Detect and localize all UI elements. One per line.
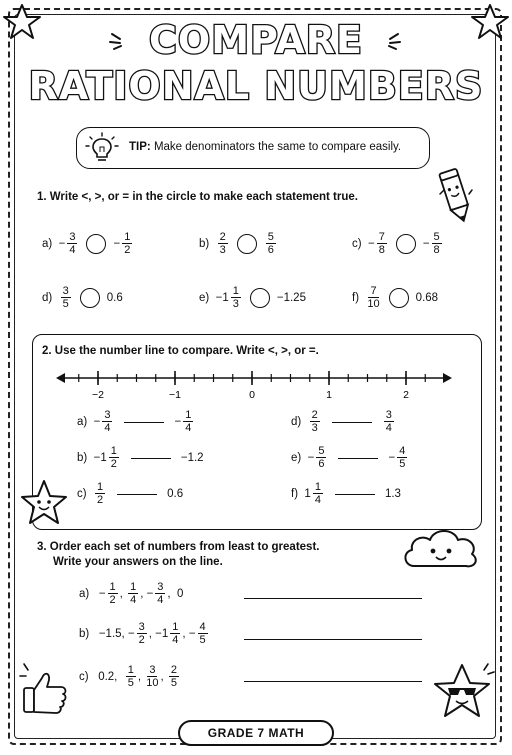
grade-footer: GRADE 7 MATH (178, 720, 334, 746)
tick-label: 1 (326, 389, 332, 401)
cloud-icon (400, 522, 480, 574)
tip-text: Make denominators the same to compare easily. (153, 141, 402, 153)
answer-blank[interactable] (335, 493, 375, 495)
lightbulb-icon (85, 132, 119, 164)
answer-circle[interactable] (250, 288, 270, 308)
answer-blank[interactable] (124, 421, 164, 423)
answer-line[interactable] (244, 597, 422, 599)
tick-label: 2 (403, 389, 409, 401)
number-line-item-e: e) − $\frac{5}{6}$ − $\frac{4}{5}$ (291, 445, 406, 470)
number-line-item-c: c) $\frac{1}{2}$ 0.6 (77, 481, 184, 506)
answer-blank[interactable] (332, 421, 372, 423)
answer-blank[interactable] (131, 457, 171, 459)
answer-blank[interactable] (117, 493, 157, 495)
section-3-instruction-2: Write your answers on the line. (53, 556, 223, 568)
section-1-instruction: 1. Write <, >, or = in the circle to make each statement true. (37, 191, 358, 203)
compare-item-a: a) − $\frac{3}{4}$ − $\frac{1}{2}$ (42, 231, 131, 256)
answer-circle[interactable] (86, 234, 106, 254)
answer-circle[interactable] (80, 288, 100, 308)
tick-label: 0 (249, 389, 255, 401)
thumbs-up-icon (18, 660, 70, 718)
tick-label: −1 (169, 389, 181, 401)
section-3-instruction: 3. Order each set of numbers from least to greatest. (37, 541, 320, 553)
number-line-item-d: d) $\frac{2}{3}$ $\frac{3}{4}$ (291, 409, 392, 434)
compare-item-d: d) $\frac{3}{5}$ 0.6 (42, 285, 123, 310)
title-line-2: RATIONAL NUMBERS (28, 64, 484, 108)
order-item-a: a) − $\frac{1}{2}$ , $\frac{1}{4}$ , − $\frac{3}{4}$ , 0 (79, 581, 184, 606)
answer-circle[interactable] (396, 234, 416, 254)
star-icon (18, 478, 70, 528)
sunglasses-star-icon (428, 660, 498, 722)
pencil-icon (436, 168, 476, 226)
answer-line[interactable] (244, 638, 422, 640)
number-line-item-a: a) − $\frac{3}{4}$ − $\frac{1}{4}$ (77, 409, 192, 434)
tip-label: TIP: (129, 141, 151, 153)
order-item-c: c) 0.2, $\frac{1}{5}$ , $\frac{3}{10}$ , $\frac{2}{5}$ (79, 664, 178, 689)
number-line-item-f: f) 1 $\frac{1}{4}$ 1.3 (291, 481, 401, 506)
order-item-b: b) −1.5, − $\frac{3}{2}$ , −1 $\frac{1}{4}$ , − $\frac{4}{5}$ (79, 621, 206, 646)
number-line-item-b: b) −1 $\frac{1}{2}$ −1.2 (77, 445, 204, 470)
section-2-instruction: 2. Use the number line to compare. Write <, >, or =. (42, 345, 319, 357)
answer-line[interactable] (244, 680, 422, 682)
tick-label: −2 (92, 389, 104, 401)
answer-circle[interactable] (237, 234, 257, 254)
answer-circle[interactable] (389, 288, 409, 308)
compare-item-b: b) $\frac{2}{3}$ $\frac{5}{6}$ (199, 231, 274, 256)
compare-item-e: e) −1 $\frac{1}{3}$ −1.25 (199, 285, 306, 310)
title-line-1: COMPARE (149, 18, 363, 62)
number-line (56, 368, 452, 402)
compare-item-c: c) − $\frac{7}{8}$ − $\frac{5}{8}$ (352, 231, 440, 256)
compare-item-f: f) $\frac{7}{10}$ 0.68 (352, 285, 439, 310)
tip-box (76, 127, 430, 169)
answer-blank[interactable] (338, 457, 378, 459)
